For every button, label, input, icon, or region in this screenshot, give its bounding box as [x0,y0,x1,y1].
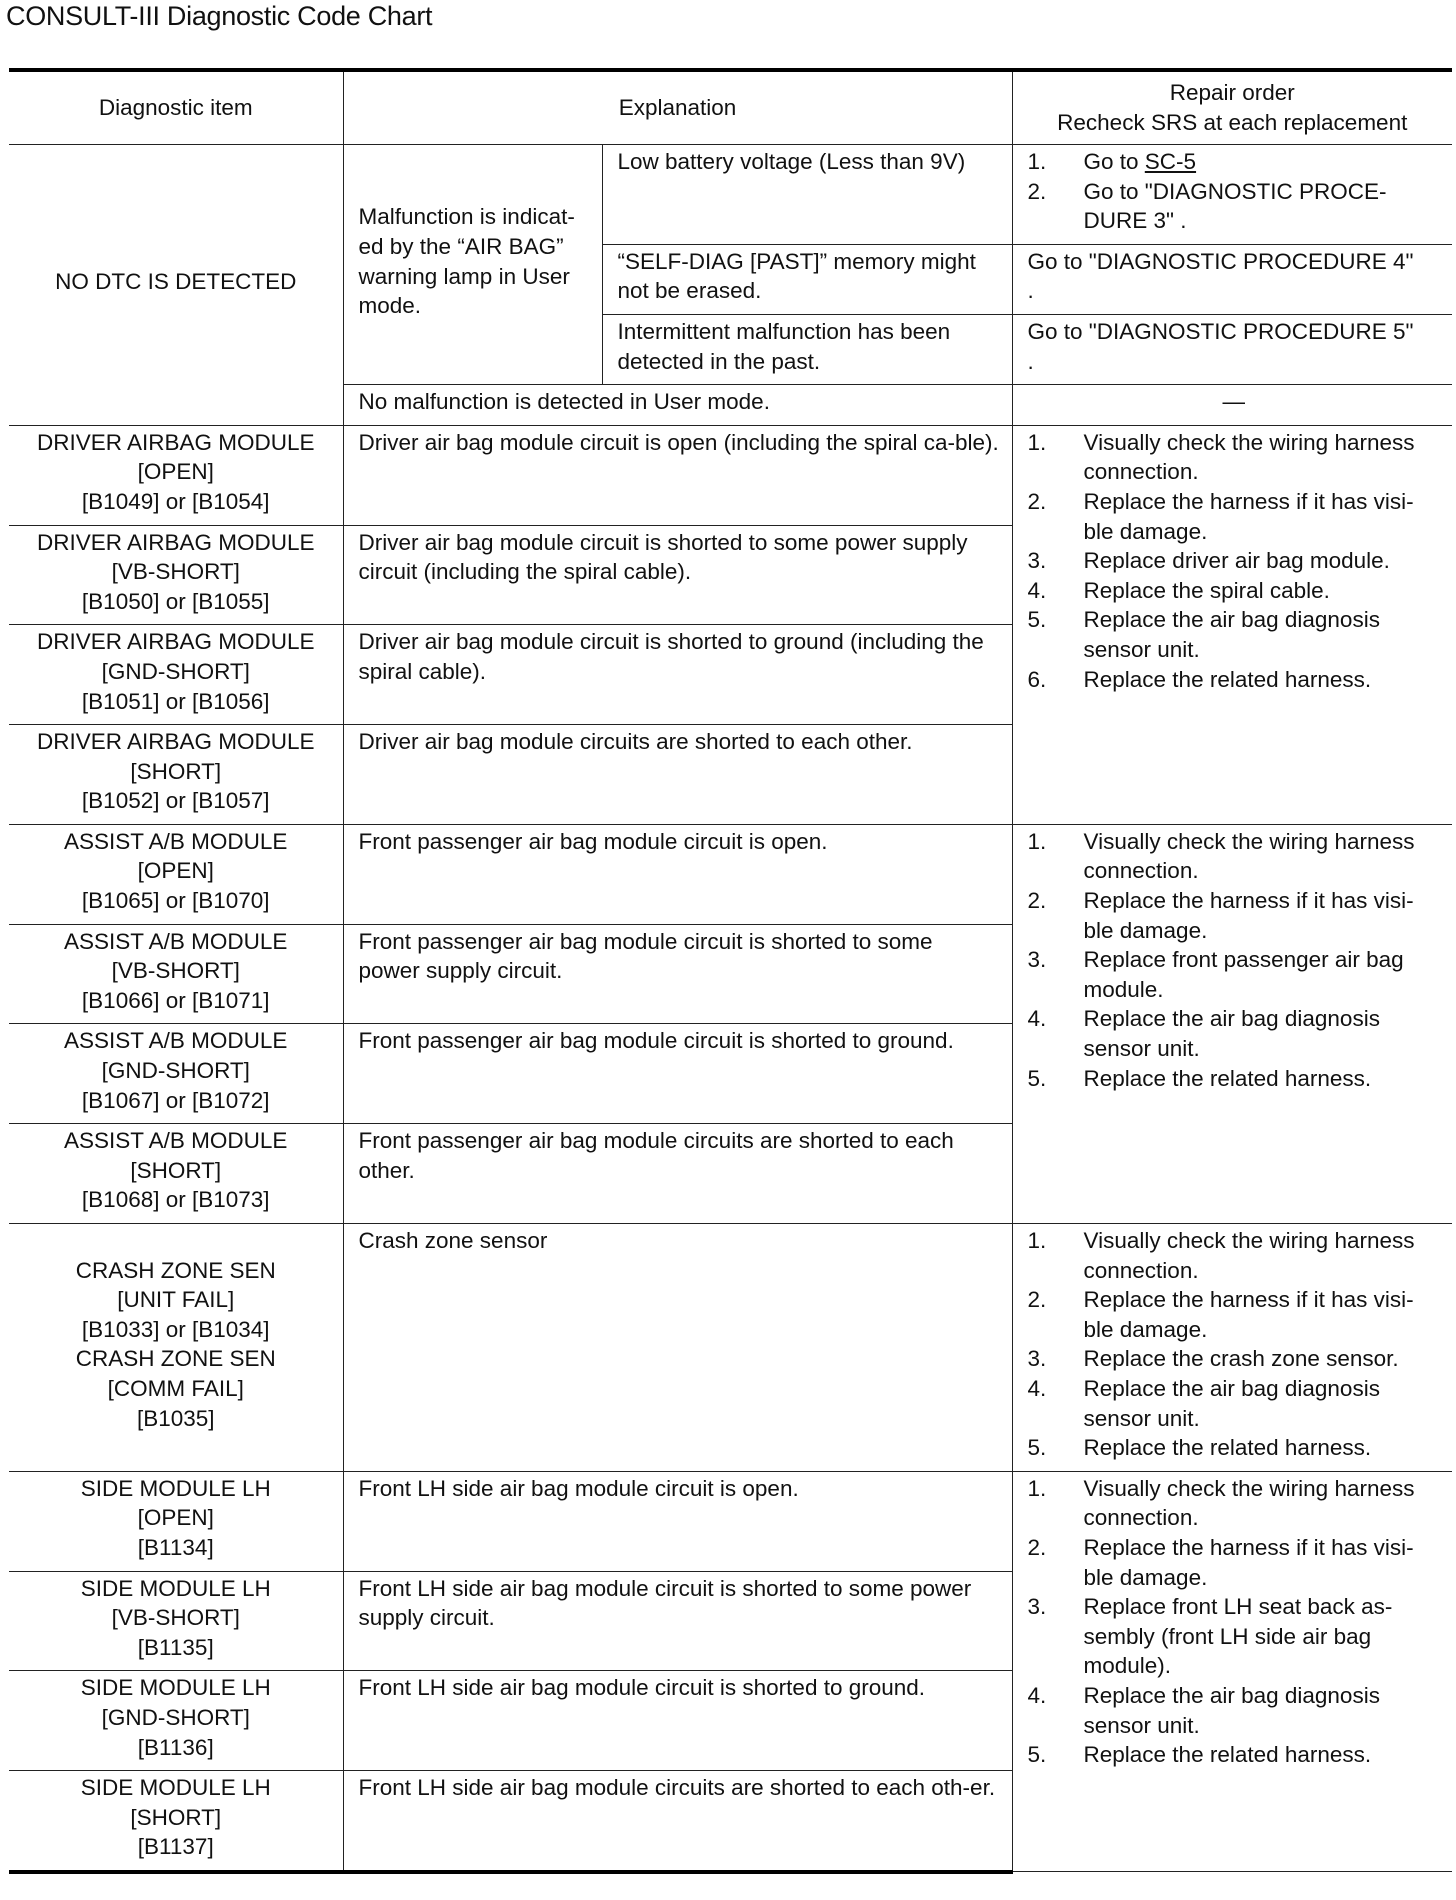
repair-step-text: Replace the harness if it has visi-ble damage. [1083,888,1414,943]
repair-step-number: 4. [1027,1682,1047,1708]
item-line: ASSIST A/B MODULE [64,928,288,954]
repair-step-text: Replace the related harness. [1083,1065,1372,1091]
item-line: [B1033] or [B1034] [81,1316,270,1342]
driver-item-open [9,425,343,525]
item-line: [B1066] or [B1071] [81,987,270,1013]
no-dtc-malfunction-note: Malfunction is indicat-ed by the “AIR BAG” warning lamp in User mode. [343,145,602,385]
driver-item-gnd-short [9,625,343,725]
driver-explanation-vb-short: Driver air bag module circuit is shorted to some power supply circuit (including the spiral cable). [343,525,1012,625]
repair-step-text: Go to "DIAGNOSTIC PROCE-DURE 3" . [1083,178,1387,234]
repair-step-text: Replace the air bag diagnosis sensor unit. [1083,607,1380,662]
repair-step [1028,1740,1441,1770]
repair-step [1028,827,1441,886]
item-line: DRIVER AIRBAG MODULE [36,729,315,755]
repair-step [1028,945,1441,1004]
no-malfunction-repair [1012,385,1452,426]
repair-text: Go to "DIAGNOSTIC PROCEDURE 5" [1027,318,1414,344]
page-title: CONSULT-III Diagnostic Code Chart [6,1,433,31]
repair-step [1028,1433,1441,1463]
item-line: [B1052] or [B1057] [81,788,270,814]
item-line: [OPEN] [137,858,214,884]
item-line: [GND-SHORT] [101,1058,250,1084]
repair-step-number: 6. [1027,666,1047,692]
header-repair-subtitle: Recheck SRS at each replacement [1057,110,1408,135]
header-repair-title: Repair order [1169,80,1295,106]
no-dtc-case-explanation: Intermittent malfunction has been detected in the past. [602,314,1012,384]
item-line: [B1065] or [B1070] [81,888,270,914]
item-line: [B1068] or [B1073] [81,1187,270,1213]
repair-step [1028,1592,1441,1681]
side-explanation-short: Front LH side air bag module circuits are shorted to each oth-er. [343,1771,1012,1872]
item-line: [VB-SHORT] [111,559,240,585]
no-dtc-case-explanation: “SELF-DIAG [PAST]” memory might not be erased. [602,244,1012,314]
assist-item-vb-short [9,924,343,1024]
side-explanation-open: Front LH side air bag module circuit is open. [343,1471,1012,1571]
repair-step [1028,1226,1441,1285]
item-line: [VB-SHORT] [111,958,240,984]
repair-step-text: Visually check the wiring harness connection. [1083,1228,1415,1283]
side-repair-list [1012,1471,1452,1872]
assist-item-short [9,1124,343,1224]
repair-step-text: Replace the related harness. [1083,666,1372,692]
repair-step-text: Replace front LH seat back as-sembly (front LH side air bag module). [1083,1594,1393,1679]
repair-step-number: 3. [1027,1346,1047,1372]
repair-step-number: 5. [1027,607,1047,633]
repair-step-text: Replace front passenger air bag module. [1083,947,1404,1002]
repair-step-text: Replace the harness if it has visi-ble damage. [1083,1534,1414,1590]
repair-step-number: 2. [1027,1287,1047,1313]
no-dtc-case-explanation: Low battery voltage (Less than 9V) [602,145,1012,245]
item-line: [B1134] [137,1534,214,1560]
repair-step-number: 1. [1027,828,1047,854]
item-line: [GND-SHORT] [101,1704,250,1730]
item-line: [B1050] or [B1055] [81,588,270,614]
repair-text-period: . [1027,278,1034,304]
side-item-open [9,1471,343,1571]
table-row [9,1471,1452,1571]
repair-step [1028,1064,1441,1094]
repair-step [1028,576,1441,606]
item-line: ASSIST A/B MODULE [64,1028,288,1054]
item-line: ASSIST A/B MODULE [64,1128,288,1154]
table-row [9,425,1452,525]
repair-step-text: Visually check the wiring harness connection. [1083,1475,1415,1531]
repair-step-number: 5. [1027,1435,1047,1461]
repair-step-text: Replace the crash zone sensor. [1083,1346,1399,1372]
item-line: SIDE MODULE LH [80,1475,271,1501]
driver-explanation-gnd-short: Driver air bag module circuit is shorted to ground (including the spiral cable). [343,625,1012,725]
item-line: SIDE MODULE LH [80,1575,271,1601]
repair-step-number: 1. [1027,149,1047,174]
repair-step-text: Visually check the wiring harness connection. [1083,429,1415,485]
item-line: [VB-SHORT] [111,1605,240,1631]
item-line: SIDE MODULE LH [80,1675,271,1701]
item-line: [SHORT] [130,758,222,784]
repair-step [1028,1533,1441,1592]
side-explanation-gnd-short: Front LH side air bag module circuit is shorted to ground. [343,1671,1012,1771]
repair-step-text: Replace the air bag diagnosis sensor unit. [1083,1682,1380,1738]
item-line: [B1136] [137,1734,214,1760]
repair-step-text: Replace the air bag diagnosis sensor unit. [1083,1006,1380,1062]
repair-step [1028,1374,1441,1433]
repair-step-number: 3. [1027,1594,1047,1620]
no-dtc-case-repair [1012,314,1452,384]
driver-repair-list [1012,425,1452,824]
repair-step-number: 1. [1027,1228,1047,1253]
repair-step [1028,147,1441,177]
repair-step-number: 2. [1027,888,1047,914]
repair-step-number: 2. [1027,488,1047,514]
item-line: DRIVER AIRBAG MODULE [36,629,315,655]
repair-step [1028,546,1441,576]
item-line: [B1051] or [B1056] [81,688,270,714]
item-line: CRASH ZONE SEN [75,1257,276,1283]
table-row [9,824,1452,924]
repair-step [1028,1004,1441,1063]
sc5-link[interactable]: SC-5 [1144,149,1197,174]
item-line: [B1135] [137,1634,214,1660]
repair-step-text: Replace the spiral cable. [1083,577,1330,603]
side-item-short [9,1771,343,1872]
side-explanation-vb-short: Front LH side air bag module circuit is shorted to some power supply circuit. [343,1571,1012,1671]
crash-zone-repair-list [1012,1224,1452,1472]
driver-item-vb-short [9,525,343,625]
assist-item-gnd-short [9,1024,343,1124]
item-line: SIDE MODULE LH [80,1775,271,1801]
driver-explanation-short: Driver air bag module circuits are shorted to each other. [343,725,1012,825]
item-line: DRIVER AIRBAG MODULE [36,429,315,455]
repair-step-number: 3. [1027,947,1047,973]
side-item-gnd-short [9,1671,343,1771]
repair-step [1028,665,1441,695]
repair-step [1028,1344,1441,1374]
item-line: [SHORT] [130,1157,222,1183]
crash-zone-item [9,1224,343,1472]
no-dtc-case-repair [1012,244,1452,314]
assist-item-open [9,824,343,924]
repair-step-text: Replace the related harness. [1083,1742,1372,1768]
repair-step-number: 2. [1027,178,1047,204]
no-dtc-item: NO DTC IS DETECTED [9,145,343,426]
repair-step [1028,1681,1441,1740]
repair-step-number: 1. [1027,1475,1047,1501]
repair-step-text: Replace the air bag diagnosis sensor unit. [1083,1375,1380,1431]
table-row [9,1224,1452,1472]
repair-step-text: Visually check the wiring harness connection. [1083,828,1415,884]
repair-step-number: 5. [1027,1742,1047,1768]
repair-step-text: Replace the related harness. [1083,1435,1372,1461]
table-header-row [9,70,1452,145]
item-line: ASSIST A/B MODULE [64,828,288,854]
item-line: [B1067] or [B1072] [81,1087,270,1113]
item-line: CRASH ZONE SEN [75,1346,276,1372]
item-line: [COMM FAIL] [107,1375,244,1401]
repair-step-number: 5. [1027,1065,1047,1091]
repair-step-text: Replace driver air bag module. [1083,548,1390,574]
assist-explanation-vb-short: Front passenger air bag module circuit is shorted to some power supply circuit. [343,924,1012,1024]
header-diagnostic-item: Diagnostic item [9,70,343,145]
item-line: [B1035] [136,1405,215,1431]
item-line: [OPEN] [137,459,214,485]
repair-step [1028,1474,1441,1533]
repair-step [1028,1285,1441,1344]
repair-step [1028,177,1441,236]
repair-step-text: Go to [1083,149,1145,174]
header-repair-order [1012,70,1452,145]
repair-step [1028,605,1441,664]
repair-step-number: 4. [1027,1006,1047,1032]
repair-step [1028,428,1441,487]
table-row [9,145,1452,245]
no-dtc-case-repair [1012,145,1452,245]
item-line: [OPEN] [137,1505,214,1531]
repair-step [1028,886,1441,945]
assist-repair-list [1012,824,1452,1223]
repair-text: Go to "DIAGNOSTIC PROCEDURE 4" [1027,248,1414,274]
item-line: [SHORT] [130,1804,222,1830]
repair-text-period: . [1027,348,1034,374]
assist-explanation-gnd-short: Front passenger air bag module circuit is shorted to ground. [343,1024,1012,1124]
repair-step-text: Replace the harness if it has visi-ble damage. [1083,1287,1414,1342]
repair-step-number: 1. [1027,429,1047,455]
dash-text: — [1222,389,1245,415]
repair-step-number: 3. [1027,548,1047,574]
item-line: [UNIT FAIL] [117,1287,235,1313]
repair-step [1028,487,1441,546]
repair-step-number: 2. [1027,1534,1047,1560]
assist-explanation-open: Front passenger air bag module circuit is open. [343,824,1012,924]
repair-step-number: 4. [1027,577,1047,603]
driver-item-short [9,725,343,825]
no-malfunction-explanation: No malfunction is detected in User mode. [343,385,1012,426]
diagnostic-code-table [9,68,1452,1874]
item-line: [B1049] or [B1054] [81,488,270,514]
repair-step-number: 4. [1027,1375,1047,1401]
item-line: [B1137] [137,1834,214,1860]
item-line: DRIVER AIRBAG MODULE [36,529,315,555]
assist-explanation-short: Front passenger air bag module circuits are shorted to each other. [343,1124,1012,1224]
item-line: [GND-SHORT] [101,658,250,684]
crash-zone-explanation: Crash zone sensor [343,1224,1012,1472]
header-explanation: Explanation [343,70,1012,145]
repair-step-text: Replace the harness if it has visi-ble damage. [1083,488,1414,544]
side-item-vb-short [9,1571,343,1671]
driver-explanation-open: Driver air bag module circuit is open (including the spiral ca-ble). [343,425,1012,525]
